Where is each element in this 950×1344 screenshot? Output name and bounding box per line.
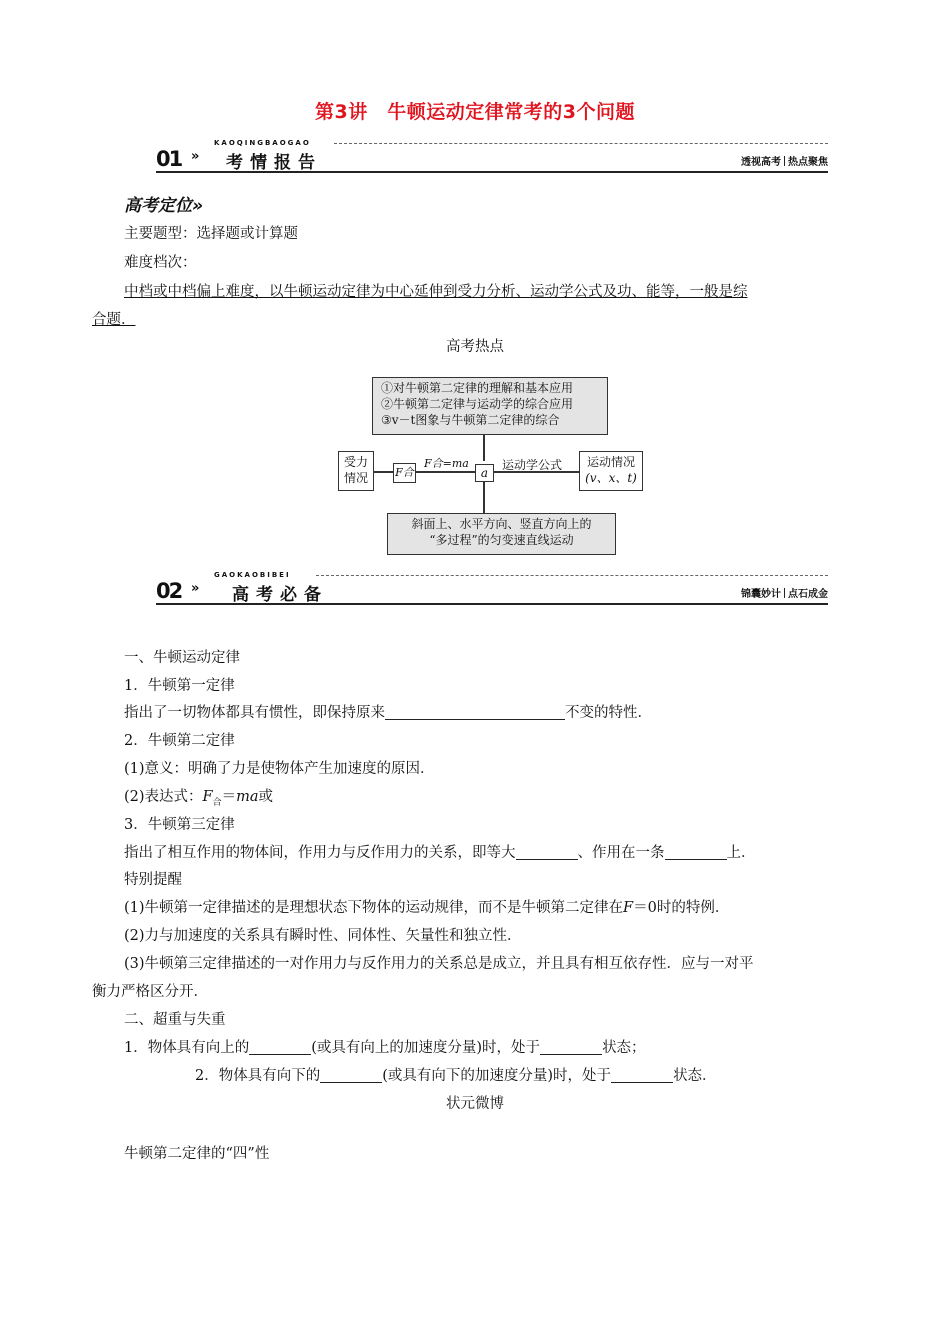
section-title: 考情报告 (226, 153, 322, 173)
hotspot-diagram (336, 372, 646, 558)
multi-process-box: 斜面上、水平方向、竖直方向上的 “多过程”的匀变速直线运动 (387, 513, 616, 555)
question-type: 主要题型：选择题或计算题 (124, 226, 298, 242)
heading-newton-laws: 一、牛顿运动定律 (124, 650, 240, 666)
diagram-caption: 高考热点 (446, 339, 504, 355)
difficulty-text: 中档或中档偏上难度，以牛顿运动定律为中心延伸到受力分析、运动学公式及功、能等，一般是综 (124, 284, 748, 300)
section-pinyin: GAOKAOBIBEI (214, 571, 291, 579)
force-box: 受力 情况 (338, 451, 374, 491)
connector-top (483, 434, 485, 461)
section-header-1 (156, 141, 828, 177)
section-pinyin: KAOQINGBAOGAO (214, 139, 311, 147)
acceleration-node: a (475, 464, 494, 482)
topic-item: ③v－t图象与牛顿第二定律的综合 (381, 413, 560, 427)
third-law: 3．牛顿第三定律 (124, 817, 235, 833)
fill-blank[interactable] (611, 1067, 673, 1083)
difficulty-label: 难度档次： (124, 255, 197, 271)
weibo-heading: 状元微博 (446, 1096, 504, 1112)
connector-formula (415, 471, 475, 473)
section-underline (156, 171, 828, 173)
hotspot-topics-box (372, 377, 608, 435)
tip-3: (3)牛顿第三定律描述的一对作用力与反作用力的关系总是成立，并且具有相互依存性．应与一对平 (124, 956, 754, 972)
tip-2: (2)力与加速度的关系具有瞬时性、同体性、矢量性和独立性． (124, 928, 522, 944)
section-underline (156, 603, 828, 605)
formula-label: F合=ma (424, 457, 469, 470)
dashed-divider (316, 575, 828, 576)
section-number: 01 (156, 147, 182, 171)
motion-box: 运动情况 (v、x、t) (579, 451, 643, 491)
dashed-divider (334, 143, 828, 144)
page-title: 第3讲 牛顿运动定律常考的3个问题 (315, 101, 635, 123)
first-law-text: 指出了一切物体都具有惯性，即保持原来 不变的特性． (124, 705, 652, 721)
net-force-box: F合 (393, 463, 416, 483)
second-law: 2．牛顿第二定律 (124, 733, 235, 749)
fill-blank[interactable] (516, 844, 578, 860)
special-tip: 特别提醒 (124, 872, 182, 888)
fill-blank[interactable] (320, 1067, 382, 1083)
fill-blank[interactable] (665, 844, 727, 860)
topic-item: ①对牛顿第二定律的理解和基本应用 (381, 381, 574, 395)
positioning-heading: 高考定位» (124, 196, 204, 216)
first-law: 1．牛顿第一定律 (124, 678, 235, 694)
kinematics-label: 运动学公式 (502, 458, 563, 472)
section-title: 高考必备 (232, 585, 328, 605)
second-law-formula: (2)表达式：$F_合=ma$或 (124, 789, 274, 808)
weightless-line: 2．物体具有向下的 (或具有向下的加速度分量)时，处于 状态． (195, 1068, 717, 1084)
double-chevron-icon: » (191, 149, 200, 164)
second-law-meaning: (1)意义：明确了力是使物体产生加速度的原因． (124, 761, 435, 777)
section-tag: 锦囊妙计 点石成金 (741, 589, 828, 600)
tip-1: (1)牛顿第一定律描述的是理想状态下物体的运动规律，而不是牛顿第二定律在F＝0时的特例． (124, 900, 730, 916)
four-properties: 牛顿第二定律的“四”性 (124, 1146, 270, 1162)
fill-blank[interactable] (540, 1039, 602, 1055)
topic-item: ②牛顿第二定律与运动学的综合应用 (381, 397, 574, 411)
overweight-line: 1．物体具有向上的 (或具有向上的加速度分量)时，处于 状态； (124, 1040, 646, 1056)
connector-bottom (483, 481, 485, 513)
third-law-text: 指出了相互作用的物体间，作用力与反作用力的关系，即等大 、作用在一条 上． (124, 845, 756, 861)
difficulty-text-cont: 合题． (92, 312, 136, 328)
section-header-2 (156, 573, 828, 609)
double-chevron-icon: » (191, 581, 200, 596)
fill-blank[interactable] (385, 704, 565, 720)
tip-3-cont: 衡力严格区分开． (92, 984, 208, 1000)
heading-overweight: 二、超重与失重 (124, 1012, 226, 1028)
fill-blank[interactable] (249, 1039, 311, 1055)
section-number: 02 (156, 579, 182, 603)
section-tag: 透视高考 热点聚焦 (741, 157, 828, 168)
connector-left (373, 471, 393, 473)
